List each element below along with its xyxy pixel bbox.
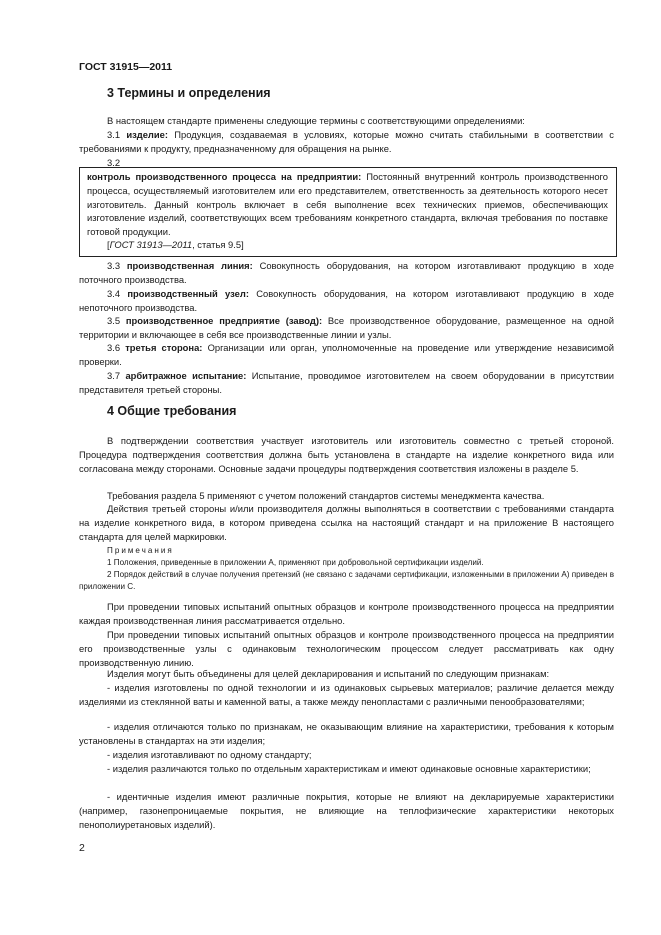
section-4-paragraph-6: Изделия могут быть объединены для целей декларирования и испытаний по следующим признакам: [107,668,550,679]
note-2: 2 Порядок действий в случае получения претензий (не связано с задачами сертификации, изложенными в приложении А) приведен в приложении С. [79,570,614,591]
term-3-6 [79,341,614,369]
section-4-paragraph-5: При проведении типовых испытаний опытных образцов и контроле производственного процесса на предприятии его производственные узлы с одинаковым технологическим процессом следует рассматривать как одну производственную линию. [79,629,614,668]
term-3-1-number: 3.1 [107,129,121,140]
list-item-1: - изделия изготовлены по одной технологии и из одинаковых сырьевых материалов; различие делается между изделиями из стеклянной ваты и каменной ваты, а также между пенопластами с различными пенообразователями; [79,682,614,707]
term-3-5-term: производственное предприятие (завод): [125,315,323,326]
notes-title-text: Примечания [107,546,174,555]
term-3-4-number: 3.4 [107,288,121,299]
term-3-7 [79,369,614,397]
list-item-5: - идентичные изделия имеют различные покрытия, которые не влияют на декларируемые характеристики (например, газонепроницаемые покрытия, не влияющие на теплофизические характеристики некоторых пенополиуретановых изделий). [79,791,614,830]
term-3-6-term: третья сторона: [125,342,203,353]
term-3-5-definition: Все производственное оборудование, размещенное на одной территории и включающее в себя все производственные линии и узлы. [79,315,615,340]
term-3-2-ref-rest: , статья 9.5] [192,239,244,250]
term-3-7-term: арбитражное испытание: [125,370,247,381]
term-3-6-number: 3.6 [107,342,121,353]
term-3-3-definition: Совокупность оборудования, на котором изготавливают продукцию в ходе поточного производства. [79,260,615,285]
term-3-6-definition: Организации или орган, уполномоченные на проведение или утверждение независимой проверки. [79,342,615,367]
term-3-4-term: производственный узел: [127,288,249,299]
section-3-heading: 3 Термины и определения [107,86,271,100]
document-header: ГОСТ 31915—2011 [79,61,173,73]
term-3-2-reference: [ГОСТ 31913—2011, статья 9.5] [107,239,244,250]
term-3-4 [79,287,614,315]
note-1: 1 Положения, приведенные в приложении А, применяют при добровольной сертификации изделий. [107,558,484,567]
section-4-paragraph-1: В подтверждении соответствия участвует изготовитель или изготовитель совместно с третьей стороной. Процедура подтверждения соответствия должна быть установлена в стандарте на изделие конкретного вида или согласована между сторонами. Основные задачи процедуры подтверждения соответствия изложены в разделе 5. [79,435,614,474]
section-4-paragraph-4: При проведении типовых испытаний опытных образцов и контроле производственного процесса на предприятии каждая производственная линия рассматривается отдельно. [79,601,614,626]
term-3-7-definition: Испытание, проводимое изготовителем на своем оборудовании в присутствии представителя третьей стороны. [79,370,614,395]
term-3-1-definition: Продукция, создаваемая в условиях, которые можно считать стабильными в соответствии с требованиями к продукту, предназначенному для обращения на рынке. [79,129,614,154]
term-3-4-definition: Совокупность оборудования, на котором изготавливают продукцию в ходе непоточного производства. [79,288,615,313]
term-3-1 [79,128,614,156]
term-3-1-term: изделие: [126,129,168,140]
term-3-2 [87,170,608,239]
term-3-5-number: 3.5 [107,315,121,326]
list-item-4: - изделия различаются только по отдельным характеристикам и имеют одинаковые основные характеристики; [107,763,591,774]
section-3-intro: В настоящем стандарте применены следующие термины с соответствующими определениями: [107,115,525,126]
section-4-heading: 4 Общие требования [107,404,237,418]
list-item-3: - изделия изготавливают по одному стандарту; [107,749,312,760]
list-item-2: - изделия отличаются только по признакам, не оказывающим влияние на характеристики, требования к которым установлены в стандартах на эти изделия; [79,721,614,746]
term-3-2-definition: Постоянный внутренний контроль производственного процесса, осуществляемый изготовителем или его представителем, ответственность за деятельность которого несет изготовитель. Данный контроль включает в себя выполнение всех технических приемов, обеспечивающих изготовление изделий, соответствующих всем требованиям конкретного стандарта, включая требования по поставке готовой продукции. [87,171,608,238]
term-3-7-number: 3.7 [107,370,121,381]
page-number: 2 [79,842,85,854]
notes-title [107,545,614,557]
term-3-3-number: 3.3 [107,260,121,271]
term-3-2-number: 3.2 [107,157,121,168]
term-3-2-ref-doc: ГОСТ 31913—2011 [109,239,193,250]
term-3-3 [79,259,614,287]
term-3-3-term: производственная линия: [126,260,253,271]
section-4-paragraph-3: Действия третьей стороны и/или производителя должны выполняться в соответствии с требованиями стандарта на изделие конкретного вида, в котором приведена ссылка на настоящий стандарт и на приложение В настоящего стандарта для целей маркировки. [79,503,614,542]
term-3-5 [79,314,614,342]
term-3-2-term: контроль производственного процесса на предприятии: [87,171,362,182]
section-4-paragraph-2: Требования раздела 5 применяют с учетом положений стандартов системы менеджмента качества. [107,490,545,501]
